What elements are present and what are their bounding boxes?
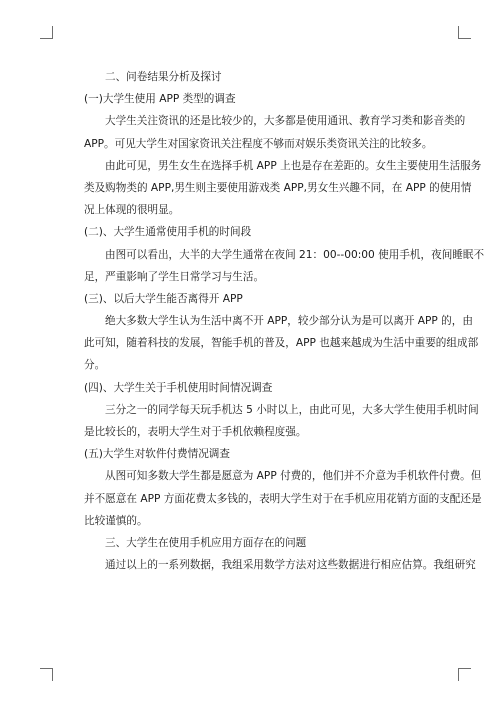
document-body bbox=[84, 66, 485, 576]
crop-mark-bottom-right bbox=[458, 668, 471, 681]
text-line: (二)、大学生通常使用手机的时间段 bbox=[84, 226, 252, 239]
text-line: APP。可见大学生对国家资讯关注程度不够而对娱乐类资讯关注的比较多。 bbox=[84, 137, 433, 150]
text-line: 比较谨慎的。 bbox=[84, 514, 148, 527]
text-line: (一)大学生使用 APP 类型的调查 bbox=[84, 93, 236, 106]
text-line: 二、问卷结果分析及探讨 bbox=[105, 71, 222, 83]
text-line: 况上体现的很明显。 bbox=[84, 204, 180, 217]
text-line: 是比较长的，表明大学生对于手机依赖程度强。 bbox=[84, 426, 307, 438]
text-line: 绝大多数大学生认为生活中离不开 APP，较少部分认为是可以离开 APP 的，由 bbox=[105, 315, 473, 328]
text-line: 分。 bbox=[84, 359, 106, 372]
text-line: 大学生关注资讯的还是比较少的，大多都是使用通讯、教育学习类和影音类的 bbox=[105, 115, 466, 128]
crop-mark-bottom-left bbox=[40, 668, 53, 681]
text-line: 三分之一的同学每天玩手机达 5 小时以上，由此可见，大多大学生使用手机时间 bbox=[105, 403, 479, 416]
text-line: 足，严重影响了学生日常学习与生活。 bbox=[84, 270, 265, 283]
crop-mark-top-right bbox=[458, 26, 471, 39]
text-line: (五)大学生对软件付费情况调查 bbox=[84, 448, 230, 461]
text-line: (四)、大学生关于手机使用时间情况调查 bbox=[84, 381, 273, 394]
text-line: 从图可知多数大学生都是愿意为 APP 付费的，他们并不介意为手机软件付费。但 bbox=[105, 470, 482, 483]
crop-mark-top-left bbox=[40, 26, 53, 39]
text-line: 三、大学生在使用手机应用方面存在的问题 bbox=[105, 536, 307, 549]
text-line: 并不愿意在 APP 方面花费太多钱的，表明大学生对于在手机应用花销方面的支配还是 bbox=[84, 492, 482, 505]
text-line: 类及购物类的 APP,男生则主要使用游戏类 APP,男女生兴趣不同，在 APP 的使用情 bbox=[84, 181, 472, 194]
text-line: 由图可以看出，大半的大学生通常在夜间 21：00--00:00 使用手机，夜间睡眠不 bbox=[105, 248, 485, 261]
text-line: 此可知，随着科技的发展，智能手机的普及，APP 也越来越成为生活中重要的组成部 bbox=[84, 337, 479, 350]
text-line: 由此可见，男生女生在选择手机 APP 上也是存在差距的。女生主要使用生活服务 bbox=[105, 159, 482, 172]
text-line: 通过以上的一系列数据，我组采用数学方法对这些数据进行相应估算。我组研究 bbox=[105, 559, 476, 572]
text-line: (三)、以后大学生能否离得开 APP bbox=[84, 292, 243, 305]
